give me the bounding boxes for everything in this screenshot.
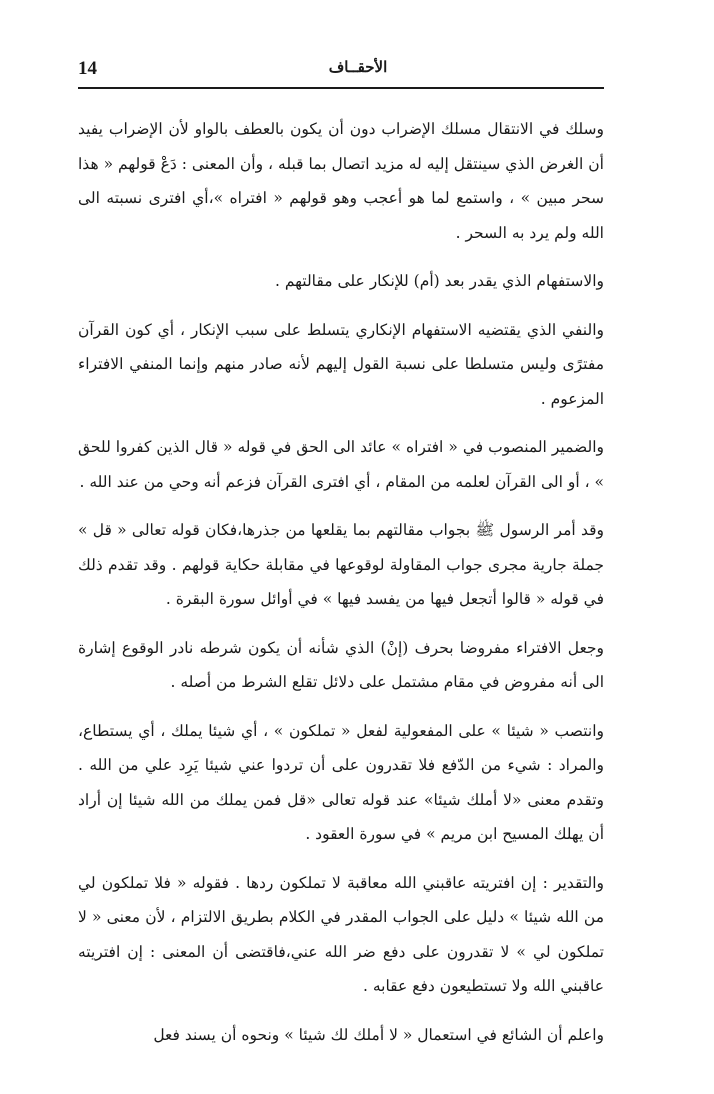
paragraph-6: وجعل الافتراء مفروضا بحرف (إنْ) الذي شأنه أن يكون شرطه نادر الوقوع إشارة الى أنه مفروض في مقام مشتمل على دلائل تقلع الشرط من أصله .: [78, 638, 604, 691]
body-text: [78, 112, 604, 1066]
paragraph-5: وقد أمر الرسول ﷺ بجواب مقالتهم بما يقلعها من جذرها،فكان قوله تعالى « قل » جملة جارية مجرى جواب المقاولة لوقوعها في مقابلة حكاية قولهم . وقد تقدم ذلك في قوله « قالوا أتجعل فيها من يفسد فيها » في أوائل سورة البقرة .: [78, 521, 604, 608]
running-title: الأحقــاف: [328, 58, 388, 76]
paragraph-8: والتقدير : إن افتريته عاقبني الله معاقبة لا تملكون ردها . فقوله « فلا تملكون لي من الله شيئا » دليل على الجواب المقدر في الكلام بطريق الالتزام ، لأن معنى « لا تملكون لي » لا تقدرون على دفع ضر الله عني،فاقتضى أن المعنى : إن افتريته عاقبني الله ولا تستطيعون دفع عقابه .: [78, 873, 604, 995]
paragraph-7: وانتصب « شيئا » على المفعولية لفعل « تملكون » ، أي شيئا يملك ، أي يستطاع، والمراد : شيء من الدّفع فلا تقدرون على أن تردوا عني شيئا يَرِد علي من الله . وتقدم معنى «لا أملك شيئا» عند قوله تعالى «قل فمن يملك من الله شيئا إن أراد أن يهلك المسيح ابن مريم » في سورة العقود .: [78, 721, 604, 843]
page-number: 14: [78, 58, 97, 79]
page-header: [78, 52, 604, 86]
paragraph-9: واعلم أن الشائع في استعمال « لا أملك لك شيئا » ونحوه أن يسند فعل: [153, 1025, 604, 1044]
paragraph-4: والضمير المنصوب في « افتراه » عائد الى الحق في قوله « قال الذين كفروا للحق » ، أو الى القرآن لعلمه من المقام ، أي افترى القرآن فزعم أنه وحي من عند الله .: [78, 438, 604, 491]
paragraph-1: وسلك في الانتقال مسلك الإضراب دون أن يكون بالعطف بالواو لأن الإضراب يفيد أن الغرض الذي سينتقل إليه له مزيد اتصال بما قبله ، وأن المعنى : دَعْ قولهم « هذا سحر مبين » ، واستمع لما هو أعجب وهو قولهم « افتراه »،أي افترى نسبته الى الله ولم يرد به السحر .: [78, 120, 604, 242]
paragraph-3: والنفي الذي يقتضيه الاستفهام الإنكاري يتسلط على سبب الإنكار ، أي كون القرآن مفترًى وليس متسلطا على نسبة القول إليهم لأنه صادر منهم وإنما المنفي الافتراء المزعوم .: [78, 320, 604, 408]
paragraph-2: والاستفهام الذي يقدر بعد (أم) للإنكار على مقالتهم .: [274, 272, 604, 290]
header-rule: [78, 87, 604, 89]
